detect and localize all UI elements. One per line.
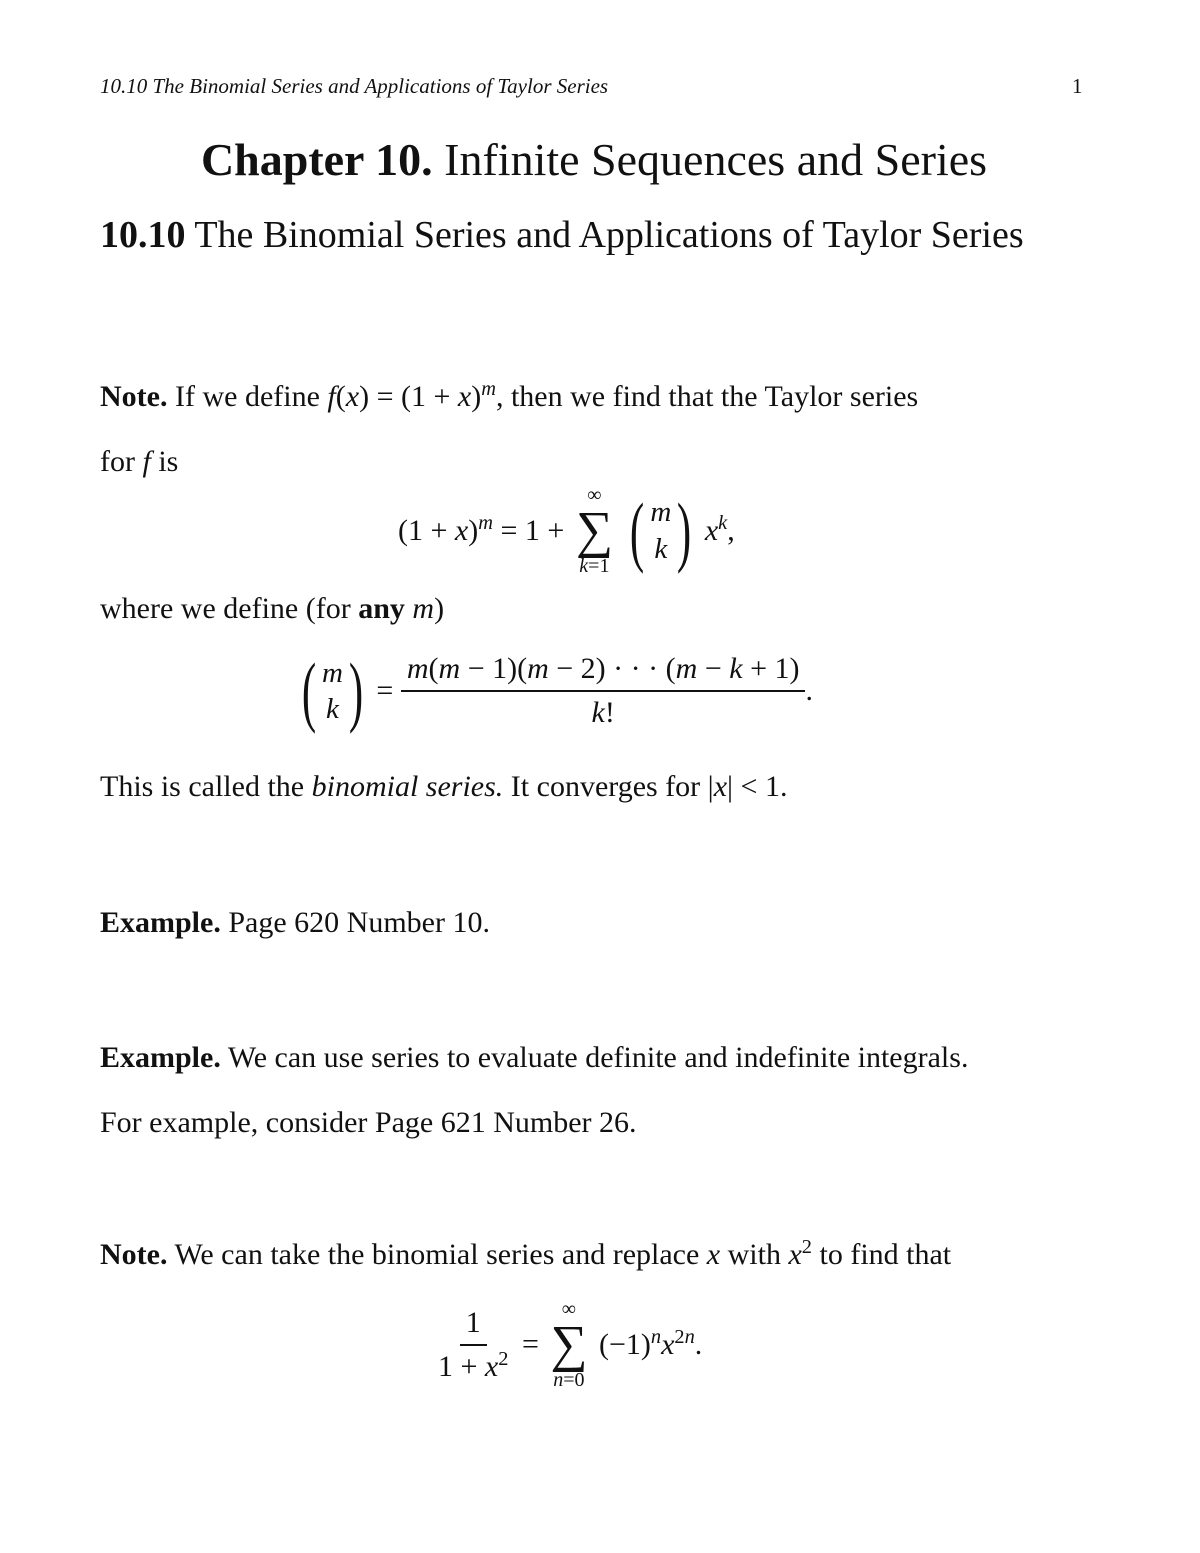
example2-line2: For example, consider Page 621 Number 26.: [100, 1106, 637, 1139]
definition-fraction: $\frac{m(m - 1)(m - 2) \cdot \cdot \cdot (m - k + 1)}{k!}$: [401, 652, 806, 730]
summation-operator: ∞ ∑ k=1: [575, 484, 613, 578]
section-heading: [100, 213, 1024, 257]
chapter-title: Infinite Sequences and Series: [444, 134, 988, 185]
example2-line1: Example. We can use series to evaluate definite and indefinite integrals.: [100, 1041, 969, 1074]
chapter-label: Chapter 10.: [200, 134, 433, 185]
note2-line1: Note. We can take the binomial series and replace x with $x^2$ to find that: [100, 1235, 952, 1271]
example-label: Example.: [100, 906, 221, 939]
example-label: Example.: [100, 1041, 221, 1074]
example1: Example. Page 620 Number 10.: [100, 906, 490, 939]
page-number: 1: [1072, 74, 1083, 98]
summation-operator: ∞ ∑ n=0: [550, 1298, 588, 1392]
reciprocal-fraction: $\frac{1}{1 + x^2}$: [438, 1305, 509, 1383]
note-label: Note.: [100, 1238, 168, 1271]
chapter-heading: [0, 133, 1188, 186]
section-title: The Binomial Series and Applications of Taylor Series: [194, 214, 1024, 256]
running-header: 10.10 The Binomial Series and Applications of Taylor Series: [100, 74, 609, 98]
note1-where-line: where we define (for any m): [100, 592, 445, 625]
note1-line2: for f is: [100, 445, 179, 478]
binomial-coefficient: ( m k ): [630, 486, 692, 574]
binomial-series-equation: $(1 + x)^m = 1$ + ∞ ∑ k=1 ( m k ) $x^k$,: [398, 484, 735, 578]
section-number: 10.10: [100, 214, 186, 256]
geometric-series-equation: $\frac{1}{1 + x^2}$ = ∞ ∑ n=0 $(-1)^nx^{2n}$.: [432, 1298, 702, 1391]
inline-math-f: $f(x) = (1 + x)^m$: [327, 377, 496, 413]
note-label: Note.: [100, 380, 168, 413]
note1-called-line: This is called the binomial series. It converges for |x| < 1.: [100, 770, 788, 803]
binomial-coefficient-definition: ( m k ) = $\frac{m(m - 1)(m - 2) \cdot \cdot \cdot (m - k + 1)}{k!}$ .: [301, 647, 813, 734]
note1-line1: Note. If we define $f(x) = (1 + x)^m$, then we find that the Taylor series: [100, 377, 919, 413]
